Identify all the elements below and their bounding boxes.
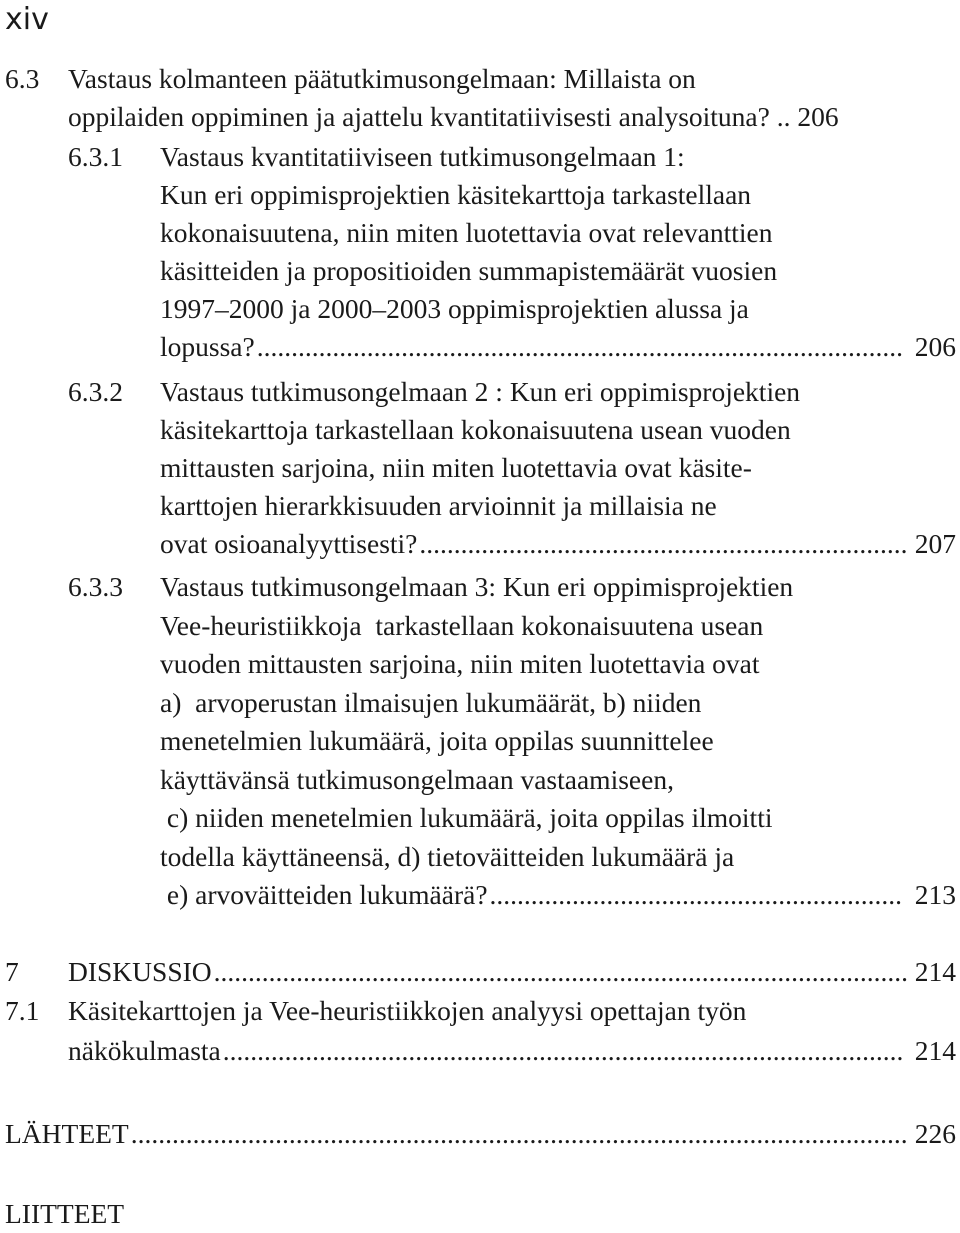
- toc-entry-page: 213: [914, 879, 956, 910]
- page-number: xiv: [5, 2, 49, 37]
- toc-entry-text: Vastaus kvantitatiiviseen tutkimusongelmaan 1:: [160, 141, 685, 172]
- toc-entry-text: DISKUSSIO: [68, 956, 212, 987]
- toc-entry-text: ovat osioanalyyttisesti?: [160, 528, 418, 559]
- toc-entry-text: menetelmien lukumäärä, joita oppilas suunnittelee: [160, 725, 714, 756]
- toc-entry-text: käsitteiden ja propositioiden summapistemäärät vuosien: [160, 255, 778, 286]
- toc-entry-text: LÄHTEET: [5, 1118, 129, 1149]
- dot-leader: .......................................................................: [419, 528, 908, 559]
- toc-entry-number: 6.3.3: [68, 571, 123, 602]
- toc-entry-page: 226: [914, 1118, 956, 1149]
- toc-entry-number: 6.3.2: [68, 376, 123, 407]
- toc-entry-text: Kun eri oppimisprojektien käsitekarttoja tarkastellaan: [160, 179, 752, 210]
- toc-entry-text: kokonaisuutena, niin miten luotettavia ovat relevanttien: [160, 217, 773, 248]
- toc-entry-text: lopussa?: [160, 331, 255, 362]
- toc-entry-text: LIITTEET: [5, 1198, 125, 1229]
- toc-entry-text: Vee-heuristiikkoja tarkastellaan kokonaisuutena usean: [160, 609, 764, 641]
- toc-entry-text: 1997–2000 ja 2000–2003 oppimisprojektien alussa ja: [160, 293, 749, 324]
- toc-entry-page: 214: [914, 1035, 956, 1066]
- dot-leader: ............................................................: [489, 879, 903, 910]
- toc-entry-text: e) arvoväitteiden lukumäärä?: [160, 879, 488, 910]
- dot-leader: ...................................................................................................: [222, 1035, 904, 1066]
- dot-leader: .................................................................................................................: [130, 1118, 908, 1149]
- dot-leader: .....................................................................................................: [213, 956, 909, 987]
- toc-entry-text: käyttävänsä tutkimusongelmaan vastaamiseen,: [160, 763, 674, 795]
- toc-entry-text: vuoden mittausten sarjoina, niin miten luotettavia ovat: [160, 648, 760, 679]
- toc-entry-text: c) niiden menetelmien lukumäärä, joita oppilas ilmoitti: [160, 802, 773, 833]
- toc-entry-number: 7: [5, 956, 19, 987]
- toc-entry-page: 214: [914, 956, 956, 987]
- toc-entry-number: 7.1: [5, 995, 40, 1026]
- toc-entry-page: 207: [914, 528, 956, 559]
- dot-leader: ..............................................................................................: [256, 331, 903, 362]
- toc-entry-text: todella käyttäneensä, d) tietoväitteiden lukumäärä ja: [160, 840, 735, 872]
- toc-entry-text: Vastaus tutkimusongelmaan 3: Kun eri oppimisprojektien: [160, 571, 794, 602]
- toc-entry-number: 6.3.1: [68, 141, 123, 172]
- toc-entry-text: a) arvoperustan ilmaisujen lukumäärät, b) niiden: [160, 686, 702, 718]
- toc-entry-number: 6.3: [5, 63, 40, 94]
- toc-entry-text: Käsitekarttojen ja Vee-heuristiikkojen analyysi opettajan työn: [68, 995, 747, 1026]
- toc-entry-text: oppilaiden oppiminen ja ajattelu kvantitatiivisesti analysoituna? .. 206: [68, 101, 839, 132]
- toc-entry-page: 206: [914, 331, 956, 362]
- toc-entry-text: käsitekarttoja tarkastellaan kokonaisuutena usean vuoden: [160, 414, 791, 445]
- toc-entry-text: näkökulmasta: [68, 1035, 221, 1066]
- toc-entry-text: karttojen hierarkkisuuden arvioinnit ja millaisia ne: [160, 490, 717, 521]
- toc-entry-text: Vastaus tutkimusongelmaan 2 : Kun eri oppimisprojektien: [160, 376, 801, 407]
- toc-entry-text: Vastaus kolmanteen päätutkimusongelmaan: Millaista on: [68, 63, 696, 94]
- toc-entry-text: mittausten sarjoina, niin miten luotettavia ovat käsite-: [160, 452, 752, 483]
